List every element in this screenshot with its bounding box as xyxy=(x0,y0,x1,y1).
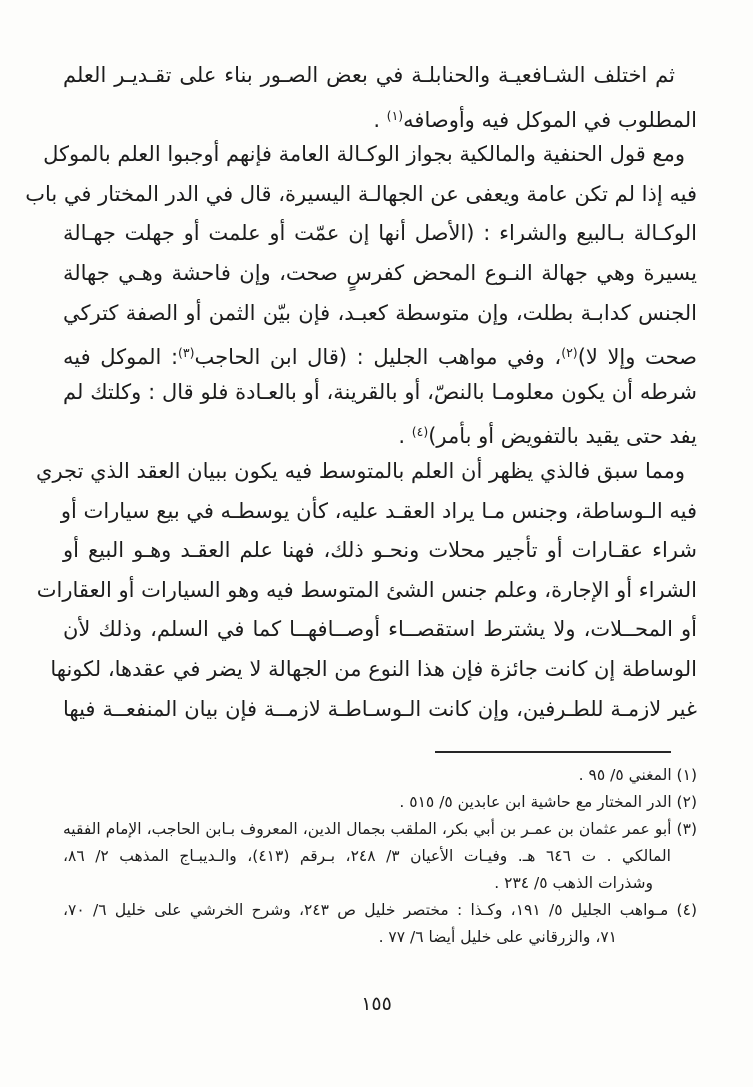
text-line xyxy=(36,452,697,492)
text-segment: شرطه أن يكون معلومـا بالنصّ، أو بالقرينة، أو بالعـادة فلو قال : وكلتك لم xyxy=(63,379,697,404)
text-segment: (٤) مـواهب الجليل ٥/ ١٩١، وكـذا : مختصر خليل ص ٢٤٣، وشرح الخرشي على خليل ٦/ ٧٠، xyxy=(63,901,697,919)
footnote-marker: (٤) xyxy=(411,424,429,440)
text-segment: . xyxy=(373,107,387,132)
footnote-marker: (٣) xyxy=(178,345,195,361)
text-segment: ومع قول الحنفية والمالكية بجواز الوكـالة العامة فإنهم أوجبوا العلم بالموكل xyxy=(43,142,685,167)
text-segment: ، وفي مواهب الجليل : (قال ابن الحاجب xyxy=(194,345,562,370)
page-number: ١٥٥ xyxy=(361,993,392,1015)
text-segment: يفد حتى يقيد بالتفويض أو بأمر) xyxy=(428,424,697,449)
text-line xyxy=(60,492,697,532)
text-line xyxy=(63,294,697,334)
footnote-line xyxy=(63,924,697,951)
text-segment: المطلوب في الموكل فيه وأوصافه xyxy=(403,107,697,132)
text-line xyxy=(63,254,697,294)
text-segment: فيه الـوساطة، وجنس مـا يراد العقـد عليه، كأن يوسطـه في بيع سيارات أو xyxy=(60,498,697,523)
footnote-line xyxy=(63,843,697,870)
text-segment: الجنس كدابـة بطلت، وإن متوسطة كعبـد، فإن بيّن الثمن أو الصفة كتركي xyxy=(63,300,697,325)
text-segment: (٢) الدر المختار مع حاشية ابن عابدين ٥/ ٥١٥ . xyxy=(399,793,697,811)
text-line xyxy=(63,96,697,136)
text-line xyxy=(25,175,697,215)
text-line xyxy=(36,571,697,611)
text-segment: أو المحــلات، ولا يشترط استقصــاء أوصــافهــا كما في السلم، وذلك لأن xyxy=(63,617,697,642)
text-segment: : الموكل فيه xyxy=(63,345,179,370)
text-line xyxy=(63,610,697,650)
text-segment: المالكي . ت ٦٤٦ هـ. وفيـات الأعيان ٣/ ٢٤٨، بـرقم (٤١٣)، والـديبـاج المذهب ٢/ ٨٦، xyxy=(63,847,671,865)
footnote-marker: (١) xyxy=(386,107,404,123)
footnote-line xyxy=(63,789,697,816)
footnote-separator xyxy=(435,751,671,753)
text-line xyxy=(63,333,697,373)
footnote-marker: (٢) xyxy=(561,345,578,361)
text-segment: شراء عقـارات أو تأجير محلات ونحـو ذلك، فهنا علم العقـد وهـو البيع أو xyxy=(63,538,697,563)
text-segment: ٧١، والزرقاني على خليل أيضا ٦/ ٧٧ . xyxy=(378,928,617,946)
footnote-line xyxy=(63,870,697,897)
text-line xyxy=(63,56,697,96)
text-segment: فيه إذا لم تكن عامة ويعفى عن الجهالـة اليسيرة، قال في الدر المختار في باب xyxy=(25,181,697,206)
text-line xyxy=(63,690,697,730)
footnote-line xyxy=(63,762,697,789)
text-line xyxy=(50,650,697,690)
text-line xyxy=(63,214,697,254)
text-line xyxy=(43,135,697,175)
text-segment: يسيرة وهي جهالة النـوع المحض كفرسٍ صحت، وإن فاحشة وهـي جهالة xyxy=(63,260,697,285)
text-line xyxy=(63,412,697,452)
text-line xyxy=(63,531,697,571)
text-segment: الوكـالة بـالبيع والشراء : (الأصل أنها إن عمّت أو علمت أو جهلت جهـالة xyxy=(63,221,697,246)
footnote-line xyxy=(63,816,697,843)
text-segment: صحت وإلا لا) xyxy=(577,345,698,370)
text-segment: ومما سبق فالذي يظهر أن العلم بالمتوسط فيه يكون ببيان العقد الذي تجري xyxy=(36,458,685,483)
text-segment: (١) المغني ٥/ ٩٥ . xyxy=(578,766,697,784)
text-segment: الشراء أو الإجارة، وعلم جنس الشئ المتوسط فيه وهو السيارات أو العقارات xyxy=(36,577,697,602)
text-segment: (٣) أبو عمر عثمان بن عمـر بن أبي بكر، الملقب بجمال الدين، المعروف بـابن الحاجب، الإمام الفقيه xyxy=(63,820,697,838)
text-segment: وشذرات الذهب ٥/ ٢٣٤ . xyxy=(494,874,653,892)
text-segment: ثم اختلف الشـافعيـة والحنابلـة في بعض الصـور بناء على تقـديـر العلم xyxy=(63,63,675,87)
main-text-block xyxy=(25,56,698,729)
footnote-line xyxy=(63,897,697,924)
footnotes-block xyxy=(63,762,697,951)
text-segment: غير لازمـة للطـرفين، وإن كانت الـوسـاطـة لازمــة فإن بيان المنفعــة فيها xyxy=(63,696,697,721)
text-segment: . xyxy=(398,424,412,449)
text-segment: الوساطة إن كانت جائزة فإن هذا النوع من الجهالة لا يضر في عقدها، لكونها xyxy=(50,656,697,681)
text-line xyxy=(63,373,697,413)
